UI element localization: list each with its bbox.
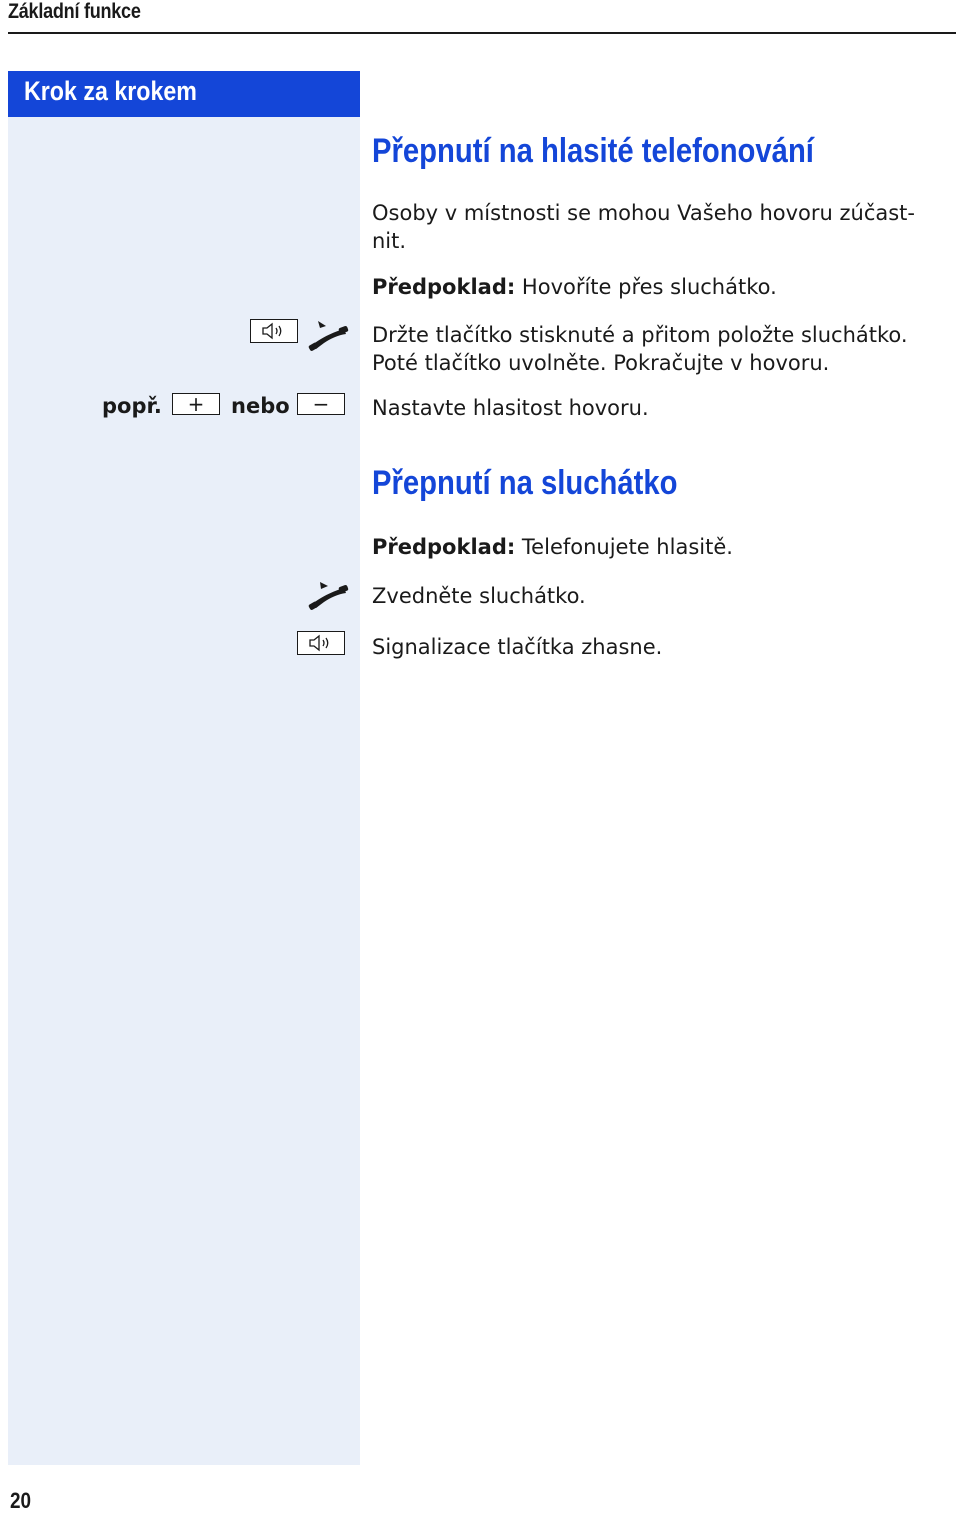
section1-heading: Přepnutí na hlasité telefonování <box>372 132 814 170</box>
header-rule <box>8 32 956 34</box>
or-prefix-label: popř. <box>102 394 162 418</box>
section2-step2-text: Signalizace tlačítka zhasne. <box>372 635 663 659</box>
section2-heading: Přepnutí na sluchátko <box>372 464 678 502</box>
sidebar-banner <box>8 71 360 117</box>
section1-prerequisite <box>372 273 777 301</box>
prerequisite-label: Předpoklad: <box>372 535 516 559</box>
section2-prerequisite <box>372 533 733 561</box>
plus-key-icon <box>172 393 220 415</box>
minus-key-symbol: − <box>312 392 330 416</box>
prerequisite-text: Hovoříte přes sluchátko. <box>515 275 777 299</box>
page-number: 20 <box>10 1488 32 1513</box>
prerequisite-label: Předpoklad: <box>372 275 516 299</box>
running-header: Základní funkce <box>8 0 141 23</box>
prerequisite-text: Telefonujete hlasitě. <box>515 535 733 559</box>
plus-key-symbol: + <box>187 392 205 416</box>
section1-intro-line1: Osoby v místnosti se mohou Vašeho hovoru zúčast- <box>372 201 915 225</box>
minus-key-icon <box>297 393 345 415</box>
section1-intro-line2: nit. <box>372 229 407 253</box>
section2-step1-text: Zvedněte sluchátko. <box>372 584 586 608</box>
handset-down-icon <box>306 319 350 353</box>
sidebar-banner-label: Krok za krokem <box>24 76 197 106</box>
section1-step1-line2: Poté tlačítko uvolněte. Pokračujte v hovoru. <box>372 351 830 375</box>
handset-up-icon <box>306 580 350 612</box>
section1-step2-text: Nastavte hlasitost hovoru. <box>372 396 649 420</box>
section1-step1-line1: Držte tlačítko stisknuté a přitom položte sluchátko. <box>372 323 908 347</box>
or-label: nebo <box>231 394 290 418</box>
speaker-key-icon <box>297 631 345 655</box>
speaker-key-icon <box>250 319 298 343</box>
